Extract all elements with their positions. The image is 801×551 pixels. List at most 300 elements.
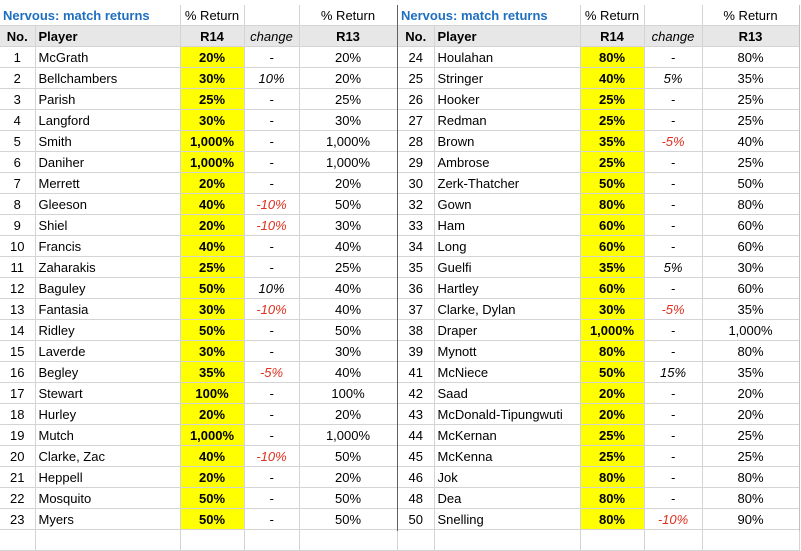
player-name-cell[interactable]: Brown bbox=[434, 131, 580, 152]
player-name-cell[interactable]: Langford bbox=[35, 110, 180, 131]
r14-return-cell[interactable]: 30% bbox=[180, 341, 244, 362]
change-cell[interactable]: -10% bbox=[244, 215, 299, 236]
r13-return-cell[interactable]: 20% bbox=[299, 173, 397, 194]
row-number-cell[interactable]: 12 bbox=[0, 278, 35, 299]
col-r13-header[interactable]: R13 bbox=[299, 26, 397, 47]
player-name-cell[interactable]: Jok bbox=[434, 467, 580, 488]
change-cell[interactable]: -10% bbox=[244, 194, 299, 215]
player-name-cell[interactable]: Myers bbox=[35, 509, 180, 530]
r13-return-cell[interactable]: 35% bbox=[702, 299, 799, 320]
table-row bbox=[398, 404, 799, 425]
table-row bbox=[398, 320, 799, 341]
col-r13-header[interactable]: R13 bbox=[702, 26, 799, 47]
row-number-cell[interactable]: 5 bbox=[0, 131, 35, 152]
table-row bbox=[0, 131, 397, 152]
r14-return-cell[interactable]: 25% bbox=[580, 152, 644, 173]
row-number-cell[interactable]: 34 bbox=[398, 236, 434, 257]
row-number-cell[interactable]: 11 bbox=[0, 257, 35, 278]
table-row bbox=[398, 47, 799, 68]
r13-return-cell[interactable]: 40% bbox=[299, 362, 397, 383]
r13-return-cell[interactable]: 1,000% bbox=[299, 131, 397, 152]
player-name-cell[interactable]: Hartley bbox=[434, 278, 580, 299]
r14-return-cell[interactable]: 35% bbox=[580, 131, 644, 152]
r13-return-cell[interactable]: 30% bbox=[299, 215, 397, 236]
row-number-cell[interactable]: 45 bbox=[398, 446, 434, 467]
r14-return-cell[interactable]: 25% bbox=[580, 425, 644, 446]
row-number-cell[interactable]: 29 bbox=[398, 152, 434, 173]
row-number-cell[interactable]: 41 bbox=[398, 362, 434, 383]
change-cell[interactable]: - bbox=[244, 236, 299, 257]
change-cell[interactable]: -10% bbox=[244, 446, 299, 467]
player-name-cell[interactable]: Clarke, Dylan bbox=[434, 299, 580, 320]
player-name-cell[interactable]: Ham bbox=[434, 215, 580, 236]
empty-cell[interactable] bbox=[0, 530, 35, 551]
r14-return-cell[interactable]: 40% bbox=[580, 68, 644, 89]
col-player-header[interactable]: Player bbox=[35, 26, 180, 47]
row-number-cell[interactable]: 9 bbox=[0, 215, 35, 236]
row-number-cell[interactable]: 35 bbox=[398, 257, 434, 278]
table-row bbox=[0, 467, 397, 488]
table-row bbox=[398, 110, 799, 131]
change-cell[interactable]: -5% bbox=[244, 362, 299, 383]
change-cell[interactable]: -10% bbox=[244, 299, 299, 320]
player-name-cell[interactable]: Dea bbox=[434, 488, 580, 509]
r14-return-header[interactable]: % Return bbox=[580, 5, 644, 26]
r14-return-cell[interactable]: 25% bbox=[180, 257, 244, 278]
player-name-cell[interactable]: Gleeson bbox=[35, 194, 180, 215]
player-name-cell[interactable]: Clarke, Zac bbox=[35, 446, 180, 467]
r13-return-cell[interactable]: 40% bbox=[299, 299, 397, 320]
r14-return-cell[interactable]: 1,000% bbox=[580, 320, 644, 341]
table-row bbox=[0, 110, 397, 131]
r13-return-cell[interactable]: 30% bbox=[299, 341, 397, 362]
change-cell[interactable]: 10% bbox=[244, 278, 299, 299]
r13-return-cell[interactable]: 25% bbox=[702, 89, 799, 110]
table-row bbox=[0, 278, 397, 299]
change-cell[interactable]: - bbox=[244, 404, 299, 425]
col-no-header[interactable]: No. bbox=[0, 26, 35, 47]
empty-cell[interactable] bbox=[299, 530, 397, 551]
r13-return-cell[interactable]: 100% bbox=[299, 383, 397, 404]
table-row bbox=[398, 425, 799, 446]
r13-return-cell[interactable]: 40% bbox=[299, 278, 397, 299]
r13-return-cell[interactable]: 30% bbox=[702, 257, 799, 278]
player-name-cell[interactable]: Heppell bbox=[35, 467, 180, 488]
empty-cell[interactable] bbox=[644, 530, 702, 551]
change-cell[interactable]: -10% bbox=[644, 509, 702, 530]
change-cell[interactable]: - bbox=[244, 89, 299, 110]
r13-return-header[interactable]: % Return bbox=[702, 5, 799, 26]
r13-return-cell[interactable]: 35% bbox=[702, 68, 799, 89]
change-cell[interactable]: - bbox=[644, 425, 702, 446]
row-number-cell[interactable]: 32 bbox=[398, 194, 434, 215]
player-name-cell[interactable]: Snelling bbox=[434, 509, 580, 530]
table-row bbox=[0, 236, 397, 257]
change-cell[interactable]: - bbox=[644, 236, 702, 257]
player-name-cell[interactable]: McDonald-Tipungwuti bbox=[434, 404, 580, 425]
change-cell[interactable]: 15% bbox=[644, 362, 702, 383]
row-number-cell[interactable]: 21 bbox=[0, 467, 35, 488]
row-number-cell[interactable]: 42 bbox=[398, 383, 434, 404]
row-number-cell[interactable]: 19 bbox=[0, 425, 35, 446]
r14-return-cell[interactable]: 60% bbox=[580, 215, 644, 236]
r14-return-cell[interactable]: 20% bbox=[580, 383, 644, 404]
change-cell[interactable]: - bbox=[244, 425, 299, 446]
player-name-cell[interactable]: Ridley bbox=[35, 320, 180, 341]
table-row bbox=[398, 278, 799, 299]
r13-return-cell[interactable]: 80% bbox=[702, 341, 799, 362]
table-body-left bbox=[0, 47, 397, 551]
r14-return-cell[interactable]: 40% bbox=[180, 446, 244, 467]
r13-return-cell[interactable]: 25% bbox=[702, 425, 799, 446]
row-number-cell[interactable]: 24 bbox=[398, 47, 434, 68]
col-player-header[interactable]: Player bbox=[434, 26, 580, 47]
change-cell[interactable]: - bbox=[244, 467, 299, 488]
change-cell[interactable]: - bbox=[644, 383, 702, 404]
r13-return-header[interactable]: % Return bbox=[299, 5, 397, 26]
title-row bbox=[0, 5, 397, 26]
r14-return-cell[interactable]: 50% bbox=[180, 320, 244, 341]
change-cell[interactable]: - bbox=[244, 173, 299, 194]
r14-return-cell[interactable]: 80% bbox=[580, 194, 644, 215]
table-row bbox=[398, 173, 799, 194]
col-r14-header[interactable]: R14 bbox=[580, 26, 644, 47]
row-number-cell[interactable]: 3 bbox=[0, 89, 35, 110]
change-cell[interactable]: 5% bbox=[644, 68, 702, 89]
change-cell[interactable]: - bbox=[644, 467, 702, 488]
r13-return-cell[interactable]: 20% bbox=[299, 404, 397, 425]
r14-return-cell[interactable]: 40% bbox=[180, 194, 244, 215]
r14-return-cell[interactable]: 20% bbox=[580, 404, 644, 425]
r13-return-cell[interactable]: 60% bbox=[702, 236, 799, 257]
r14-return-header[interactable]: % Return bbox=[180, 5, 244, 26]
table-row bbox=[398, 341, 799, 362]
player-name-cell[interactable]: Stringer bbox=[434, 68, 580, 89]
empty-cell[interactable] bbox=[580, 530, 644, 551]
table-row bbox=[0, 446, 397, 467]
row-number-cell[interactable]: 46 bbox=[398, 467, 434, 488]
player-name-cell[interactable]: Mutch bbox=[35, 425, 180, 446]
row-number-cell[interactable]: 33 bbox=[398, 215, 434, 236]
change-cell[interactable]: - bbox=[644, 194, 702, 215]
r14-return-cell[interactable]: 50% bbox=[580, 173, 644, 194]
r14-return-cell[interactable]: 1,000% bbox=[180, 152, 244, 173]
empty-cell[interactable] bbox=[398, 530, 434, 551]
r14-return-cell[interactable]: 40% bbox=[180, 236, 244, 257]
r13-return-cell[interactable]: 80% bbox=[702, 467, 799, 488]
r14-return-cell[interactable]: 50% bbox=[180, 509, 244, 530]
r14-return-cell[interactable]: 20% bbox=[180, 47, 244, 68]
r13-return-cell[interactable]: 50% bbox=[299, 488, 397, 509]
r14-return-cell[interactable]: 60% bbox=[580, 236, 644, 257]
table-row bbox=[0, 488, 397, 509]
r14-return-cell[interactable]: 80% bbox=[580, 509, 644, 530]
player-name-cell[interactable]: Merrett bbox=[35, 173, 180, 194]
player-name-cell[interactable]: Daniher bbox=[35, 152, 180, 173]
table-title[interactable]: Nervous: match returns bbox=[0, 5, 180, 26]
table-row bbox=[398, 299, 799, 320]
table-row bbox=[0, 47, 397, 68]
change-cell[interactable]: -5% bbox=[644, 299, 702, 320]
change-cell[interactable]: - bbox=[244, 320, 299, 341]
r14-return-cell[interactable]: 25% bbox=[580, 110, 644, 131]
r14-return-cell[interactable]: 30% bbox=[180, 68, 244, 89]
row-number-cell[interactable]: 22 bbox=[0, 488, 35, 509]
r14-return-cell[interactable]: 25% bbox=[580, 446, 644, 467]
col-change-header[interactable]: change bbox=[644, 26, 702, 47]
player-name-cell[interactable]: Houlahan bbox=[434, 47, 580, 68]
row-number-cell[interactable]: 23 bbox=[0, 509, 35, 530]
row-number-cell[interactable]: 4 bbox=[0, 110, 35, 131]
table-row bbox=[398, 467, 799, 488]
r14-return-cell[interactable]: 50% bbox=[180, 488, 244, 509]
player-name-cell[interactable]: McKernan bbox=[434, 425, 580, 446]
change-cell[interactable]: - bbox=[244, 383, 299, 404]
r13-return-cell[interactable]: 25% bbox=[702, 446, 799, 467]
row-number-cell[interactable]: 36 bbox=[398, 278, 434, 299]
returns-table-left bbox=[0, 5, 398, 551]
r13-return-cell[interactable]: 1,000% bbox=[299, 152, 397, 173]
player-name-cell[interactable]: Gown bbox=[434, 194, 580, 215]
row-number-cell[interactable]: 25 bbox=[398, 68, 434, 89]
table-row bbox=[0, 383, 397, 404]
r13-return-cell[interactable]: 80% bbox=[702, 194, 799, 215]
empty-cell[interactable] bbox=[35, 530, 180, 551]
r14-return-cell[interactable]: 50% bbox=[580, 362, 644, 383]
table-row bbox=[398, 152, 799, 173]
r13-return-cell[interactable]: 80% bbox=[702, 488, 799, 509]
row-number-cell[interactable]: 48 bbox=[398, 488, 434, 509]
row-number-cell[interactable]: 30 bbox=[398, 173, 434, 194]
table-row bbox=[398, 509, 799, 530]
player-name-cell[interactable]: McNiece bbox=[434, 362, 580, 383]
change-cell[interactable]: - bbox=[644, 110, 702, 131]
col-r14-header[interactable]: R14 bbox=[180, 26, 244, 47]
change-cell[interactable]: - bbox=[644, 47, 702, 68]
r13-return-cell[interactable]: 90% bbox=[702, 509, 799, 530]
row-number-cell[interactable]: 44 bbox=[398, 425, 434, 446]
row-number-cell[interactable]: 7 bbox=[0, 173, 35, 194]
player-name-cell[interactable]: Smith bbox=[35, 131, 180, 152]
col-change-header[interactable]: change bbox=[244, 26, 299, 47]
empty-cell[interactable] bbox=[180, 530, 244, 551]
r13-return-cell[interactable]: 25% bbox=[299, 89, 397, 110]
change-cell[interactable]: - bbox=[244, 509, 299, 530]
row-number-cell[interactable]: 28 bbox=[398, 131, 434, 152]
r14-return-cell[interactable]: 35% bbox=[180, 362, 244, 383]
r14-return-cell[interactable]: 30% bbox=[580, 299, 644, 320]
r14-return-cell[interactable]: 60% bbox=[580, 278, 644, 299]
r14-return-cell[interactable]: 20% bbox=[180, 404, 244, 425]
player-name-cell[interactable]: McKenna bbox=[434, 446, 580, 467]
row-number-cell[interactable]: 27 bbox=[398, 110, 434, 131]
change-cell[interactable]: - bbox=[244, 257, 299, 278]
player-name-cell[interactable]: Hooker bbox=[434, 89, 580, 110]
r13-return-cell[interactable]: 60% bbox=[702, 278, 799, 299]
player-name-cell[interactable]: Long bbox=[434, 236, 580, 257]
table-row bbox=[0, 173, 397, 194]
table-body-right bbox=[398, 47, 799, 551]
r13-return-cell[interactable]: 50% bbox=[299, 509, 397, 530]
r14-return-cell[interactable]: 1,000% bbox=[180, 425, 244, 446]
r13-return-cell[interactable]: 50% bbox=[299, 446, 397, 467]
r13-return-cell[interactable]: 20% bbox=[702, 383, 799, 404]
r13-return-cell[interactable]: 20% bbox=[299, 47, 397, 68]
r13-return-cell[interactable]: 25% bbox=[702, 110, 799, 131]
r14-return-cell[interactable]: 25% bbox=[580, 89, 644, 110]
row-number-cell[interactable]: 15 bbox=[0, 341, 35, 362]
sheet-edge bbox=[799, 5, 800, 531]
change-cell[interactable]: -5% bbox=[644, 131, 702, 152]
player-name-cell[interactable]: Shiel bbox=[35, 215, 180, 236]
r13-return-cell[interactable]: 25% bbox=[299, 257, 397, 278]
r14-return-cell[interactable]: 20% bbox=[180, 173, 244, 194]
player-name-cell[interactable]: Fantasia bbox=[35, 299, 180, 320]
returns-table-right bbox=[398, 5, 800, 551]
r13-return-cell[interactable]: 80% bbox=[702, 47, 799, 68]
player-name-cell[interactable]: Zaharakis bbox=[35, 257, 180, 278]
r14-return-cell[interactable]: 25% bbox=[180, 89, 244, 110]
empty-cell[interactable] bbox=[702, 530, 799, 551]
table-row bbox=[398, 194, 799, 215]
row-number-cell[interactable]: 43 bbox=[398, 404, 434, 425]
change-cell[interactable]: - bbox=[244, 47, 299, 68]
player-name-cell[interactable]: Ambrose bbox=[434, 152, 580, 173]
r14-return-cell[interactable]: 80% bbox=[580, 341, 644, 362]
change-cell[interactable]: 10% bbox=[244, 68, 299, 89]
player-name-cell[interactable]: Francis bbox=[35, 236, 180, 257]
table-row bbox=[0, 404, 397, 425]
r14-return-cell[interactable]: 20% bbox=[180, 215, 244, 236]
table-row bbox=[398, 215, 799, 236]
player-name-cell[interactable]: Zerk-Thatcher bbox=[434, 173, 580, 194]
table-row bbox=[0, 68, 397, 89]
empty-cell[interactable] bbox=[434, 530, 580, 551]
row-number-cell[interactable]: 20 bbox=[0, 446, 35, 467]
change-cell[interactable]: - bbox=[244, 341, 299, 362]
empty-row bbox=[398, 530, 799, 551]
change-cell[interactable]: - bbox=[644, 89, 702, 110]
table-row bbox=[0, 89, 397, 110]
table-row bbox=[0, 299, 397, 320]
r14-return-cell[interactable]: 30% bbox=[180, 110, 244, 131]
player-name-cell[interactable]: Hurley bbox=[35, 404, 180, 425]
player-name-cell[interactable]: Saad bbox=[434, 383, 580, 404]
change-cell[interactable]: - bbox=[644, 173, 702, 194]
row-number-cell[interactable]: 17 bbox=[0, 383, 35, 404]
r13-return-cell[interactable]: 1,000% bbox=[299, 425, 397, 446]
player-name-cell[interactable]: McGrath bbox=[35, 47, 180, 68]
r13-return-cell[interactable]: 35% bbox=[702, 362, 799, 383]
row-number-cell[interactable]: 8 bbox=[0, 194, 35, 215]
r14-return-cell[interactable]: 80% bbox=[580, 488, 644, 509]
player-name-cell[interactable]: Guelfi bbox=[434, 257, 580, 278]
change-cell[interactable]: - bbox=[244, 152, 299, 173]
r14-return-cell[interactable]: 1,000% bbox=[180, 131, 244, 152]
row-number-cell[interactable]: 50 bbox=[398, 509, 434, 530]
r14-return-cell[interactable]: 80% bbox=[580, 47, 644, 68]
player-name-cell[interactable]: Stewart bbox=[35, 383, 180, 404]
empty-cell[interactable] bbox=[644, 5, 702, 26]
player-name-cell[interactable]: Baguley bbox=[35, 278, 180, 299]
r13-return-cell[interactable]: 20% bbox=[299, 68, 397, 89]
row-number-cell[interactable]: 6 bbox=[0, 152, 35, 173]
table-row bbox=[398, 257, 799, 278]
r13-return-cell[interactable]: 25% bbox=[702, 152, 799, 173]
row-number-cell[interactable]: 18 bbox=[0, 404, 35, 425]
r13-return-cell[interactable]: 1,000% bbox=[702, 320, 799, 341]
change-cell[interactable]: - bbox=[644, 320, 702, 341]
r14-return-cell[interactable]: 80% bbox=[580, 467, 644, 488]
col-no-header[interactable]: No. bbox=[398, 26, 434, 47]
change-cell[interactable]: - bbox=[644, 152, 702, 173]
change-cell[interactable]: - bbox=[644, 404, 702, 425]
r14-return-cell[interactable]: 100% bbox=[180, 383, 244, 404]
change-cell[interactable]: 5% bbox=[644, 257, 702, 278]
player-name-cell[interactable]: Parish bbox=[35, 89, 180, 110]
player-name-cell[interactable]: Redman bbox=[434, 110, 580, 131]
change-cell[interactable]: - bbox=[644, 446, 702, 467]
row-number-cell[interactable]: 16 bbox=[0, 362, 35, 383]
r13-return-cell[interactable]: 60% bbox=[702, 215, 799, 236]
empty-cell[interactable] bbox=[244, 5, 299, 26]
table-row bbox=[0, 362, 397, 383]
player-name-cell[interactable]: Mosquito bbox=[35, 488, 180, 509]
r14-return-cell[interactable]: 50% bbox=[180, 278, 244, 299]
table-row bbox=[398, 236, 799, 257]
row-number-cell[interactable]: 2 bbox=[0, 68, 35, 89]
r13-return-cell[interactable]: 20% bbox=[299, 467, 397, 488]
table-row bbox=[398, 89, 799, 110]
r14-return-cell[interactable]: 20% bbox=[180, 467, 244, 488]
change-cell[interactable]: - bbox=[244, 488, 299, 509]
change-cell[interactable]: - bbox=[644, 488, 702, 509]
player-name-cell[interactable]: Draper bbox=[434, 320, 580, 341]
row-number-cell[interactable]: 38 bbox=[398, 320, 434, 341]
player-name-cell[interactable]: Bellchambers bbox=[35, 68, 180, 89]
row-number-cell[interactable]: 1 bbox=[0, 47, 35, 68]
r13-return-cell[interactable]: 20% bbox=[702, 404, 799, 425]
empty-cell[interactable] bbox=[244, 530, 299, 551]
row-number-cell[interactable]: 14 bbox=[0, 320, 35, 341]
player-name-cell[interactable]: Begley bbox=[35, 362, 180, 383]
r13-return-cell[interactable]: 40% bbox=[299, 236, 397, 257]
table-title[interactable]: Nervous: match returns bbox=[398, 5, 580, 26]
r14-return-cell[interactable]: 30% bbox=[180, 299, 244, 320]
row-number-cell[interactable]: 37 bbox=[398, 299, 434, 320]
r14-return-cell[interactable]: 35% bbox=[580, 257, 644, 278]
change-cell[interactable]: - bbox=[644, 278, 702, 299]
change-cell[interactable]: - bbox=[244, 131, 299, 152]
table-row bbox=[398, 446, 799, 467]
r13-return-cell[interactable]: 40% bbox=[702, 131, 799, 152]
row-number-cell[interactable]: 39 bbox=[398, 341, 434, 362]
r13-return-cell[interactable]: 50% bbox=[299, 320, 397, 341]
row-number-cell[interactable]: 26 bbox=[398, 89, 434, 110]
r13-return-cell[interactable]: 50% bbox=[702, 173, 799, 194]
r13-return-cell[interactable]: 30% bbox=[299, 110, 397, 131]
row-number-cell[interactable]: 13 bbox=[0, 299, 35, 320]
player-name-cell[interactable]: Mynott bbox=[434, 341, 580, 362]
player-name-cell[interactable]: Laverde bbox=[35, 341, 180, 362]
change-cell[interactable]: - bbox=[644, 215, 702, 236]
row-number-cell[interactable]: 10 bbox=[0, 236, 35, 257]
table-row bbox=[398, 488, 799, 509]
change-cell[interactable]: - bbox=[244, 110, 299, 131]
change-cell[interactable]: - bbox=[644, 341, 702, 362]
header-row bbox=[398, 26, 799, 47]
r13-return-cell[interactable]: 50% bbox=[299, 194, 397, 215]
